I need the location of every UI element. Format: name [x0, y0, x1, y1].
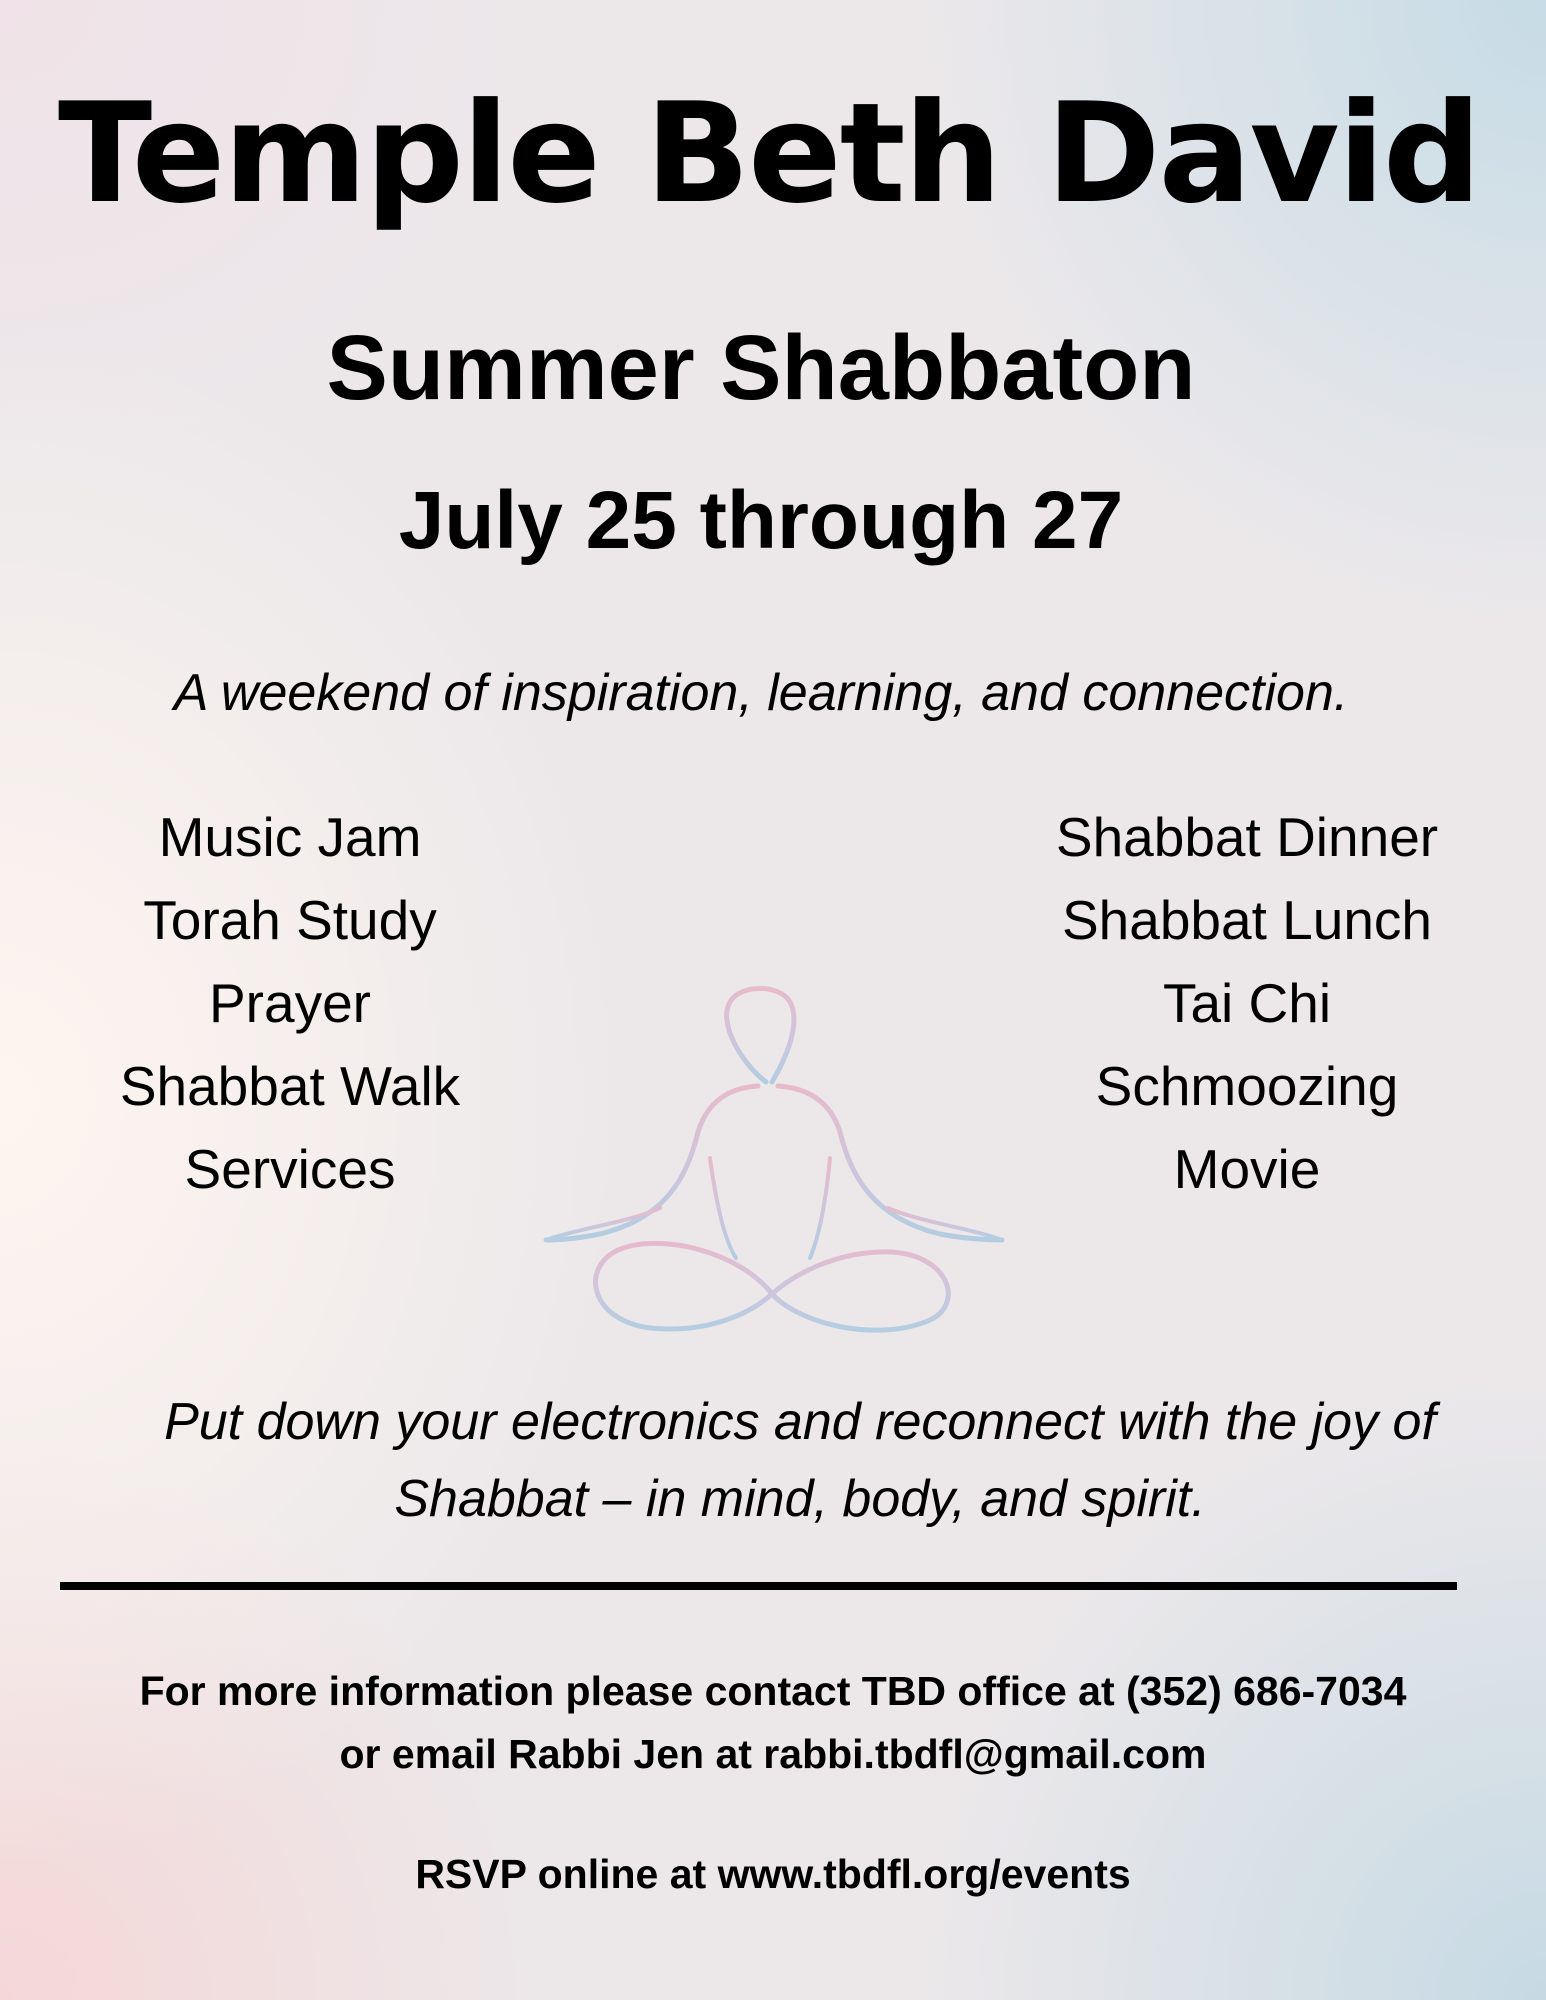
- contact-line: For more information please contact TBD office at (352) 686-7034: [139, 1668, 1407, 1714]
- list-item: Shabbat Walk: [119, 1055, 461, 1117]
- list-item: Services: [184, 1138, 396, 1200]
- list-item: Shabbat Lunch: [1061, 889, 1433, 951]
- list-item: Schmoozing: [1095, 1055, 1399, 1117]
- closing-line: Shabbat – in mind, body, and spirit.: [394, 1470, 1206, 1528]
- event-name: Summer Shabbaton: [326, 317, 1196, 419]
- activity-list-left: [90, 796, 490, 1211]
- closing-message: [80, 1384, 1520, 1538]
- tagline: A weekend of inspiration, learning, and connection.: [173, 664, 1349, 722]
- list-item: Tai Chi: [1162, 972, 1332, 1034]
- contact-info: [0, 1660, 1546, 1786]
- divider: [60, 1582, 1457, 1590]
- list-item: Movie: [1173, 1138, 1321, 1200]
- rsvp-info: RSVP online at www.tbdfl.org/events: [415, 1851, 1131, 1897]
- list-item: Prayer: [209, 972, 371, 1034]
- list-item: Shabbat Dinner: [1055, 806, 1439, 868]
- activity-list-right: [1022, 796, 1472, 1211]
- closing-line: Put down your electronics and reconnect with the joy of: [164, 1393, 1436, 1451]
- list-item: Music Jam: [158, 806, 422, 868]
- contact-line: or email Rabbi Jen at rabbi.tbdfl@gmail.com: [339, 1731, 1207, 1777]
- page-title: Temple Beth David: [58, 73, 1480, 234]
- list-item: Torah Study: [143, 889, 437, 951]
- meditation-figure-icon: [540, 982, 1008, 1350]
- event-dates: July 25 through 27: [398, 475, 1124, 566]
